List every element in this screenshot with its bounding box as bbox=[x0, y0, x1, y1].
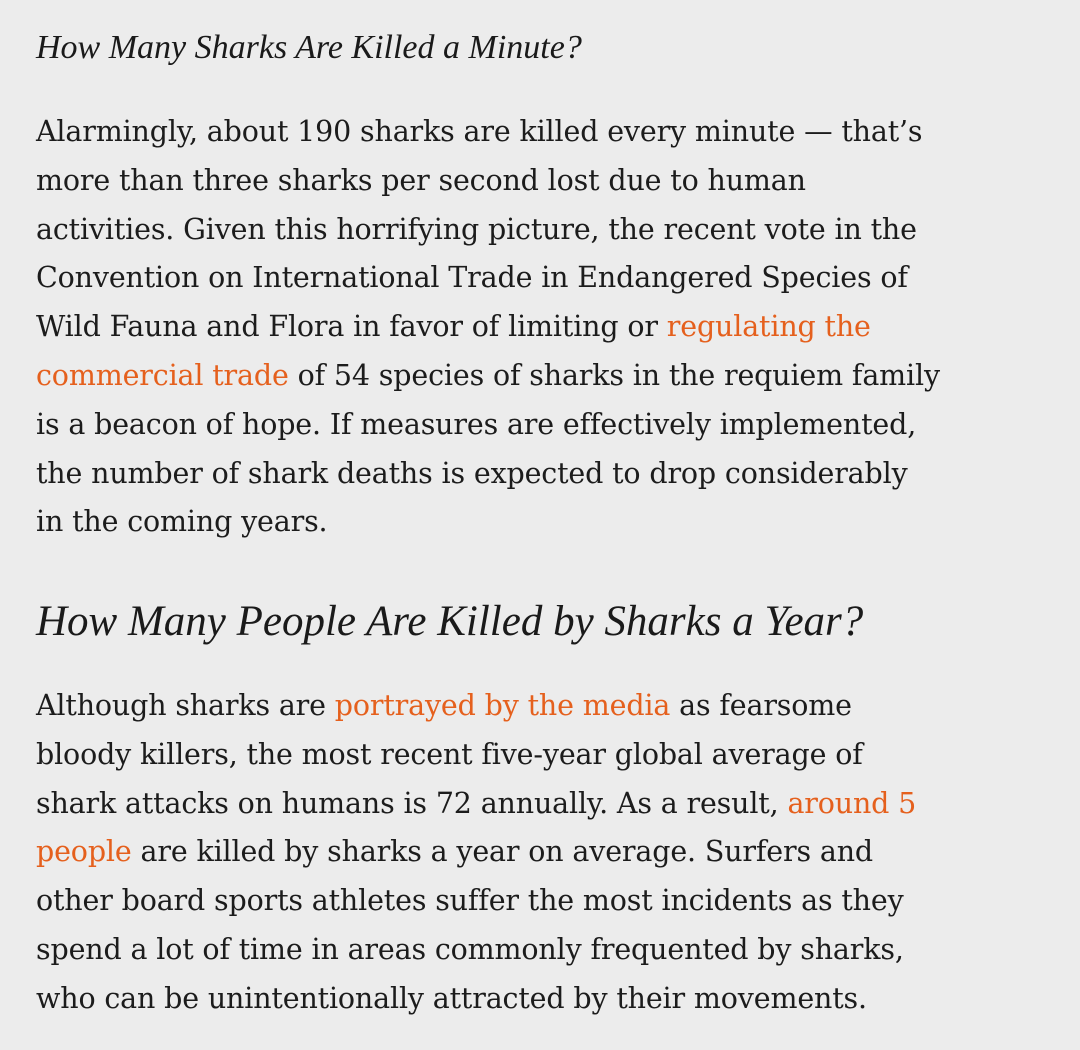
text-line bbox=[36, 303, 940, 352]
text-line: more than three sharks per second lost due to human bbox=[36, 163, 806, 197]
text-line: the number of shark deaths is expected to drop considerably bbox=[36, 456, 908, 490]
link-around-5-people-cont[interactable]: people bbox=[36, 835, 132, 869]
text-line: activities. Given this horrifying picture, the recent vote in the bbox=[36, 212, 917, 246]
section-heading-sharks-killed-per-minute: How Many Sharks Are Killed a Minute? bbox=[36, 29, 582, 66]
text-line: who can be unintentionally attracted by their movements. bbox=[36, 981, 867, 1015]
text-line: is a beacon of hope. If measures are effectively implemented, bbox=[36, 407, 917, 441]
text-line bbox=[36, 682, 916, 731]
link-portrayed-by-media[interactable]: portrayed by the media bbox=[334, 689, 671, 722]
link-regulating-commercial-trade[interactable]: regulating the bbox=[666, 310, 871, 344]
text-line: spend a lot of time in areas commonly frequented by sharks, bbox=[36, 932, 904, 966]
paragraph-sharks-killed-per-minute bbox=[36, 108, 940, 547]
text-line bbox=[36, 780, 916, 829]
text-run: Although sharks are bbox=[36, 689, 335, 722]
text-line: Alarmingly, about 190 sharks are killed every minute — that’s bbox=[36, 115, 923, 148]
text-line bbox=[36, 352, 940, 401]
text-run: as fearsome bbox=[670, 689, 852, 722]
text-line: bloody killers, the most recent five-year global average of bbox=[36, 737, 863, 771]
text-line: other board sports athletes suffer the most incidents as they bbox=[36, 884, 904, 918]
link-regulating-commercial-trade-cont[interactable]: commercial trade bbox=[36, 358, 289, 392]
text-run: are killed by sharks a year on average. Surfers and bbox=[131, 835, 874, 869]
text-run: shark attacks on humans is 72 annually. As a result, bbox=[36, 786, 788, 820]
text-line bbox=[36, 828, 916, 877]
text-line: in the coming years. bbox=[36, 505, 328, 539]
text-run: of 54 species of sharks in the requiem family bbox=[288, 358, 940, 392]
text-run: Wild Fauna and Flora in favor of limiting or bbox=[36, 310, 667, 344]
section-heading-people-killed-per-year: How Many People Are Killed by Sharks a Year? bbox=[36, 598, 864, 645]
link-around-5-people[interactable]: around 5 bbox=[787, 786, 917, 820]
text-line: Convention on International Trade in Endangered Species of bbox=[36, 261, 908, 295]
paragraph-people-killed-per-year bbox=[36, 682, 916, 1024]
